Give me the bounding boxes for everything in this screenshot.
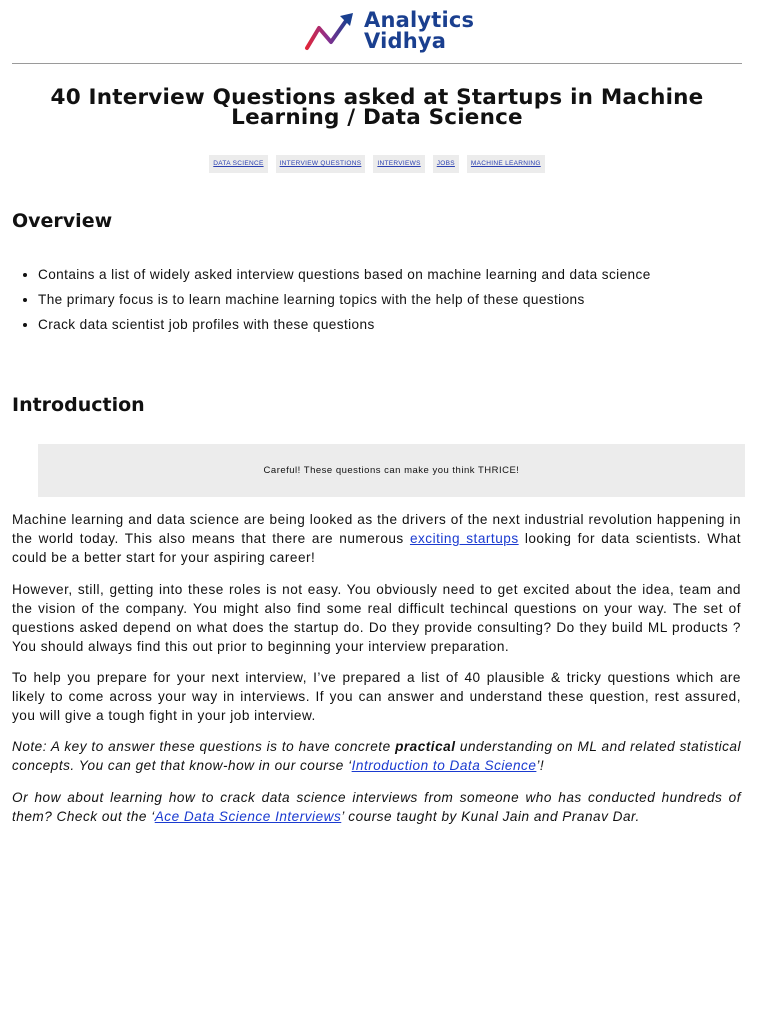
paragraph-text: ’ course taught by Kunal Jain and Pranav Dar.: [341, 809, 640, 824]
ace-data-science-interviews-link[interactable]: Ace Data Science Interviews: [154, 809, 342, 824]
tag-machine-learning[interactable]: MACHINE LEARNING: [467, 155, 545, 173]
paragraph-text: looking for data scientists. What could be a better start for your aspiring career!: [12, 531, 741, 565]
overview-heading: Overview: [12, 210, 113, 232]
intro-paragraph-1: [12, 510, 741, 567]
emphasis-practical: practical: [395, 739, 456, 754]
course-promo-paragraph: [12, 788, 741, 826]
paragraph-text: understanding on ML and related statistical concepts. You can get that know-how in our course ‘: [12, 739, 741, 773]
list-item: • Crack data scientist job profiles with these questions: [38, 312, 758, 337]
list-item: • The primary focus is to learn machine learning topics with the help of these questions: [38, 287, 758, 312]
tag-data-science[interactable]: DATA SCIENCE: [209, 155, 267, 173]
exciting-startups-link[interactable]: exciting startups: [409, 531, 519, 546]
tag-jobs[interactable]: JOBS: [433, 155, 459, 173]
intro-to-data-science-link[interactable]: Introduction to Data Science: [351, 758, 537, 773]
logo-line-2: Vidhya: [364, 29, 447, 53]
intro-paragraph-3: To help you prepare for your next interview, I’ve prepared a list of 40 plausible & tricky questions which are likely to come across your way in interviews. If you can answer and understand these question, rest assured, you will give a tough fight in your job interview.: [12, 670, 741, 723]
paragraph-text: ’!: [536, 758, 545, 773]
tag-interview-questions[interactable]: INTERVIEW QUESTIONS: [276, 155, 366, 173]
introduction-heading: Introduction: [12, 394, 145, 416]
list-item: • Contains a list of widely asked interview questions based on machine learning and data science: [38, 262, 758, 287]
callout-text: Careful! These questions can make you think THRICE!: [263, 465, 520, 476]
overview-bullet-list: [12, 262, 758, 337]
tag-interviews[interactable]: INTERVIEWS: [373, 155, 424, 173]
site-logo[interactable]: [304, 10, 484, 56]
paragraph-text: Machine learning and data science are being looked as the drivers of the next industrial revolution happening in the world today. This also means that there are numerous: [12, 512, 741, 546]
tag-list: [0, 155, 754, 173]
paragraph-text: Or how about learning how to crack data science interviews from someone who has conducted hundreds of them? Check out the ‘: [12, 790, 741, 824]
paragraph-text: Note: A key to answer these questions is to have concrete: [12, 739, 396, 754]
site-header: [12, 0, 742, 64]
logo-line-1: Analytics: [364, 8, 475, 32]
note-paragraph: [12, 737, 741, 775]
logo-wordmark: [364, 10, 474, 52]
intro-paragraph-2: However, still, getting into these roles is not easy. You obviously need to get excited about the idea, team and the vision of the company. You might also find some real difficult techincal questions on your way. The set of questions asked depend on what does the startup do. Do they provide consulting? Do they build ML products ? You should always find this out prior to beginning your interview preparation.: [12, 582, 741, 654]
callout-box: [38, 444, 745, 497]
page-title: 40 Interview Questions asked at Startups in Machine Learning / Data Science: [50, 85, 704, 130]
trending-up-arrow-icon: [304, 12, 358, 52]
